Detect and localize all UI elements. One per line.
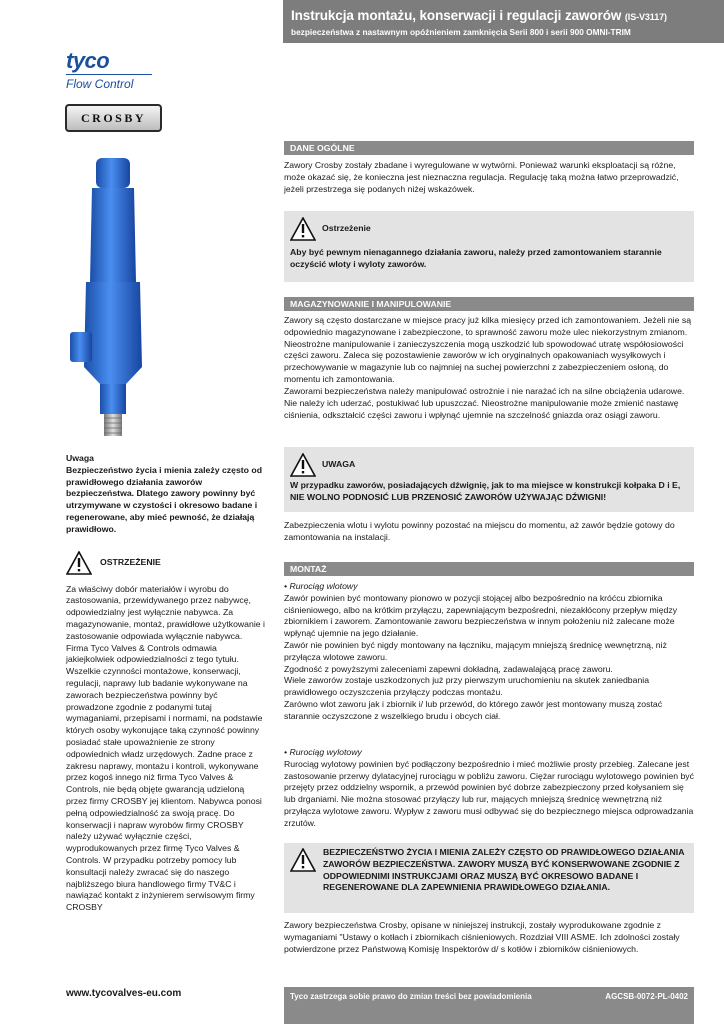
footer-document-number: AGCSB-0072-PL-0402 xyxy=(605,992,688,1001)
crosby-wordmark: CROSBY xyxy=(80,110,146,125)
section-heading-storage: MAGAZYNOWANIE I MANIPULOWANIE xyxy=(284,297,694,311)
title-text: Instrukcja montażu, konserwacji i regulacji zaworów xyxy=(291,8,622,23)
document-header xyxy=(283,0,724,43)
section-heading-installation: MONTAŻ xyxy=(284,562,694,576)
tyco-logo-rule xyxy=(66,74,152,75)
installation-inlet-block xyxy=(284,581,696,723)
inlet-paragraph-3: Zgodność z powyższymi zaleceniami zapewni dokładną, zadawalającą pracę zaworu. xyxy=(284,663,613,674)
storage-warning-heading xyxy=(290,453,688,477)
installation-outlet-block xyxy=(284,747,696,830)
storage-warning-box xyxy=(284,447,694,512)
document-code: (IS-V3117) xyxy=(624,12,667,22)
left-warning-label: OSTRZEŻENIE xyxy=(100,556,161,567)
life-safety-warning-text: BEZPIECZEŃSTWO ŻYCIA I MIENIA ZALEŻY CZĘSTO OD PRAWIDŁOWEGO DZIAŁANIA ZAWORÓW BEZPIECZEŃSTWA. ZAWORY MUSZĄ BYĆ KONSERWOWANE ZGODNIE Z ODPOWIEDNIMI INSTRUKCJAMI ORAZ MUSZĄ BYĆ OKRESOWO BADANE I REGENEROWANE DLA ZAPEWNIENIA PRAWIDŁOWEGO DZIAŁANIA. xyxy=(323,847,685,893)
crosby-logo xyxy=(65,104,162,132)
inlet-paragraph-5: Zarówno wlot zaworu jak i zbiornik i/ lub przewód, do którego zawór jest montowany muszą zostać starannie oczyszczone z wszelkiego brudu i obcych ciał. xyxy=(284,698,663,721)
general-warning-heading xyxy=(290,217,688,241)
general-warning-label: Ostrzeżenie xyxy=(322,223,371,234)
storage-warning-text: W przypadku zaworów, posiadających dźwignię, jak to ma miejsce w konstrukcji kołpaka D i E, NIE WOLNO PODNOSIĆ LUB PRZENOSIĆ ZAWORÓW UŻYWAJĄC DŹWIGNI! xyxy=(290,480,681,502)
inlet-paragraph-1: Zawór powinien być montowany pionowo w pozycji stojącej albo bezpośrednio na króćcu zbiornika ciśnieniowego, albo na krótkim przyłączu, zapewniającym bezpośredni, niezakłócony przepływ między zbiornikiem i zaworem. Zamontowanie zaworu bezpieczeństwa w innym położeniu niż zalecane może wpłynąć ujemnie na jego działanie. xyxy=(284,592,678,639)
storage-paragraph-3: Zabezpieczenia wlotu i wylotu powinny pozostać na miejscu do momentu, aż zawór będzie gotowy do zamontowania na instalacji. xyxy=(284,520,675,542)
footer-disclaimer: Tyco zastrzega sobie prawo do zmian treści bez powiadomienia xyxy=(290,992,532,1001)
safety-valve-illustration xyxy=(70,152,170,442)
note-text: Bezpieczeństwo życia i mienia zależy często od prawidłowego działania zaworów bezpieczeństwa. Dlatego zawory powinny być utrzymywane w czystości i okresowo badane i regenerowane, aby mieć pewność, że działają prawidłowo. xyxy=(66,464,263,534)
certification-paragraph: Zawory bezpieczeństwa Crosby, opisane w niniejszej instrukcji, zostały wyprodukowane zgodnie z wymaganiami "Ustawy o kotłach i zbiornikach ciśnieniowych. Rozdział VIII ASME. Ich zdolności zostały potwierdzone przez Państwową Komisję Inspektorów d/ s kotłów i zbiorników ciśnieniowych. xyxy=(284,920,680,954)
warning-triangle-icon xyxy=(290,848,316,872)
tyco-tagline: Flow Control xyxy=(66,77,134,91)
document-title xyxy=(291,8,724,25)
left-column xyxy=(66,453,265,914)
outlet-paragraph: Rurociąg wylotowy powinien być podłączony bezpośrednio i mieć możliwie prosty przebieg. Zalecane jest zastosowanie przerwy dylatacyjnej rurociągu w pobliżu zaworu. Ciężar rurociągu wylotowego powinien być przejęty przez oddzielny wspornik, a przewód powinien być dobrze zabezpieczony przed kołysaniem się lub drganiami. Nie można stosować przyłączy lub rur, mających mniejszą średnicę wewnętrzną niż przyłącza wylotowe zaworu. Wypływ z zaworu musi odbywać się do bezpiecznego miejsca odprowadzania zrzutów. xyxy=(284,758,694,828)
life-safety-warning-box xyxy=(284,843,694,913)
inlet-subheading: • Rurociąg wlotowy xyxy=(284,581,358,591)
general-paragraph: Zawory Crosby zostały zbadane i wyregulowane w wytwórni. Ponieważ warunki eksploatacji są różne, może okazać się, że konieczna jest nieznaczna regulacja. Regulację taką można łatwo przeprowadzić, jeżeli przestrzega się podanych niżej wskazówek. xyxy=(284,160,679,194)
website-link[interactable]: www.tycovalves-eu.com xyxy=(66,988,182,999)
warning-triangle-icon xyxy=(290,217,316,241)
outlet-subheading: • Rurociąg wylotowy xyxy=(284,747,362,757)
general-warning-box xyxy=(284,211,694,282)
general-warning-text: Aby być pewnym nienagannego działania zaworu, należy przed zamontowaniem starannie oczyścić wloty i wyloty zaworów. xyxy=(290,247,662,269)
section-heading-general: DANE OGÓLNE xyxy=(284,141,694,155)
inlet-paragraph-4: Wiele zaworów zostaje uszkodzonych już przy pierwszym uruchomieniu na skutek zaniedbania prawidłowego oczyszczenia przyłączy podczas montażu. xyxy=(284,675,650,698)
storage-paragraph-1: Zawory są często dostarczane w miejsce pracy już kilka miesięcy przed ich zamontowaniem. Jeżeli nie są odpowiednio magazynowane i zabezpieczone, to sprawność zaworu może ulec niekorzystnym zmianom. Nieostrożne manipulowanie i zanieczyszczenia mogą uszkodzić lub spowodować utratę współosiowości części zaworu. Zaleca się pozostawienie zaworów w ich oryginalnych opakowaniach wysyłkowych i przechowywanie w magazynie lub co najmniej na suchej powierzchni z zabezpieczeniem osłoną, do momentu ich zamontowania. xyxy=(284,315,692,384)
tyco-logo xyxy=(66,50,154,91)
life-safety-warning xyxy=(290,847,688,894)
left-warning-heading xyxy=(66,549,265,577)
left-warning-text: Za właściwy dobór materiałów i wyrobu do zastosowania, przewidywanego przez nabywcę, odpowiedzialny jest wyłącznie nabywca. Za magazynowanie, montaż, prawidłowe użytkowanie i zastosowanie odpowiada wyłącznie nabywca. Firma Tyco Valves & Controls odmawia jakiejkolwiek odpowiedzialności z tego tytułu. Wszelkie czynności montażowe, konserwacji, regulacji, naprawy lub badanie wykonywane na zaworach bezpieczeństwa powinny być prowadzone zgodnie z podanymi tutaj wymaganiami, przepisami i normami, na podstawie których osoby wykonujące taką czynność powinny posiadać stałe upoważnienie ze strony odpowiednich władz urzędowych. Żadne prace z zakresu naprawy, montażu i kontroli, wykonywane przez kogoś innego niż firma Tyco Valves & Controls, nie będą objęte gwarancją udzieloną przez firmy CROSBY jej klientom. Nabywca ponosi pełną odpowiedzialność za swoją pracę. Do konserwacji i napraw wyrobów firmy CROSBY należy używać wyłącznie części, wyprodukowanych przez firmę Tyco Valves & Controls. W przypadku potrzeby pomocy lub konsultacji należy zwracać się do naszego najbliższego biura handlowego firmy TV&C i nawiązać kontakt z inżynierem serwisowym firmy CROSBY xyxy=(66,583,265,913)
tyco-wordmark: tyco xyxy=(66,48,110,73)
inlet-paragraph-2: Zawór nie powinien być nigdy montowany na łączniku, mającym mniejszą średnicę wewnętrzną, niż przyłącza wlotowe zaworu. xyxy=(284,639,667,662)
document-footer xyxy=(284,987,694,1024)
storage-warning-label: UWAGA xyxy=(322,459,356,470)
warning-triangle-icon xyxy=(290,453,316,477)
note-title: Uwaga xyxy=(66,453,95,463)
document-subtitle: bezpieczeństwa z nastawnym opóźnieniem zamknięcia Serii 800 i serii 900 OMNI-TRIM xyxy=(291,27,631,37)
storage-paragraph-2: Zaworami bezpieczeństwa należy manipulować ostrożnie i nie narażać ich na silne obciążenia udarowe. Nie należy ich uderzać, postukiwać lub upuszczać. Nieostrożne manipulowanie może zmienić nastawę ciśnienia, odkształcić części zaworu i wpłynąć ujemnie na szczelność gniazda oraz osiągi zaworu. xyxy=(284,386,685,420)
warning-triangle-icon xyxy=(66,551,92,575)
